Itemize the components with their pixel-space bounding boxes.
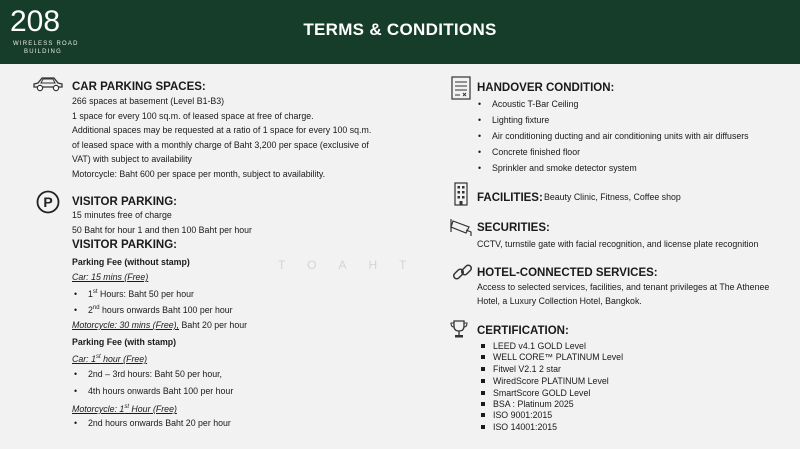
building-icon bbox=[453, 182, 469, 211]
with-stamp-moto-label: Motorcycle: 1st Hour (Free) bbox=[72, 403, 177, 414]
with-stamp-car-label: Car: 1st hour (Free) bbox=[72, 353, 148, 364]
handover-item-3: • Air conditioning ducting and air conditioning units with air diffusers bbox=[478, 131, 749, 141]
certification-item-8: ISO 14001:2015 bbox=[481, 422, 557, 432]
without-stamp-car-label: Car: 15 mins (Free) bbox=[72, 272, 149, 282]
fee-without-stamp-heading: Parking Fee (without stamp) bbox=[72, 257, 190, 267]
with-stamp-car-item-1: • 2nd – 3rd hours: Baht 50 per hour, bbox=[74, 369, 223, 379]
handover-item-5: • Sprinkler and smoke detector system bbox=[478, 163, 637, 173]
certification-item-4: WiredScore PLATINUM Level bbox=[481, 376, 609, 386]
logo-line2: BUILDING bbox=[24, 49, 62, 55]
certification-item-3: Fitwel V2.1 2 star bbox=[481, 364, 561, 374]
securities-title: SECURITIES: bbox=[477, 222, 550, 234]
page-title: TERMS & CONDITIONS bbox=[303, 20, 497, 39]
hotel-title: HOTEL-CONNECTED SERVICES: bbox=[477, 267, 658, 279]
logo-number: 208 bbox=[10, 5, 61, 38]
trophy-icon bbox=[449, 319, 469, 344]
handover-title: HANDOVER CONDITION: bbox=[477, 82, 615, 94]
car-parking-line-1: 266 spaces at basement (Level B1-B3) bbox=[72, 96, 225, 106]
visitor-parking-line-1: 15 minutes free of charge bbox=[72, 210, 172, 220]
document-checklist-icon bbox=[451, 76, 471, 105]
link-chain-icon bbox=[452, 262, 474, 289]
logo-line1: WIRELESS ROAD bbox=[13, 41, 79, 47]
visitor-parking-title: VISITOR PARKING: bbox=[72, 196, 177, 208]
certification-item-1: LEED v4.1 GOLD Level bbox=[481, 341, 586, 351]
car-parking-line-3: Additional spaces may be requested at a ratio of 1 space for every 100 sq.m. bbox=[72, 125, 372, 135]
certification-item-6: BSA : Platinum 2025 bbox=[481, 399, 574, 409]
car-icon bbox=[32, 75, 64, 98]
certification-title: CERTIFICATION: bbox=[477, 325, 569, 337]
handover-item-2: • Lighting fixture bbox=[478, 115, 550, 125]
car-parking-line-4: of leased space with a monthly charge of Baht 3,200 per space (exclusive of bbox=[72, 139, 369, 150]
with-stamp-moto-item-1: • 2nd hours onwards Baht 20 per hour bbox=[74, 418, 231, 428]
without-stamp-car-item-1: • 1st Hours: Baht 50 per hour bbox=[74, 289, 194, 299]
facilities-text: Beauty Clinic, Fitness, Coffee shop bbox=[544, 192, 681, 202]
car-parking-line-6: Motorcycle: Baht 600 per space per month, subject to availability. bbox=[72, 168, 326, 179]
watermark: TOAHT bbox=[278, 258, 429, 272]
handover-item-4: • Concrete finished floor bbox=[478, 147, 581, 157]
certification-item-5: SmartScore GOLD Level bbox=[481, 388, 590, 398]
handover-item-1: • Acoustic T-Bar Ceiling bbox=[478, 99, 579, 109]
header-bar bbox=[0, 0, 800, 64]
facilities-title: FACILITIES: bbox=[477, 192, 543, 204]
car-parking-line-2: 1 space for every 100 sq.m. of leased space at free of charge. bbox=[72, 110, 314, 121]
fee-with-stamp-heading: Parking Fee (with stamp) bbox=[72, 337, 177, 347]
without-stamp-car-item-2: • 2nd hours onwards Baht 100 per hour bbox=[74, 305, 233, 315]
car-parking-title: CAR PARKING SPACES: bbox=[72, 81, 206, 93]
without-stamp-moto: Motorcycle: 30 mins (Free), Baht 20 per hour bbox=[72, 320, 248, 330]
svg-text:P: P bbox=[43, 194, 53, 210]
with-stamp-car-item-2: • 4th hours onwards Baht 100 per hour bbox=[74, 386, 234, 396]
certification-item-7: ISO 9001:2015 bbox=[481, 410, 552, 420]
visitor-parking-line-2: 50 Baht for hour 1 and then 100 Baht per hour bbox=[72, 225, 252, 235]
hotel-line-2: Hotel, a Luxury Collection Hotel, Bangkok. bbox=[477, 296, 642, 306]
security-camera-icon bbox=[449, 218, 475, 243]
car-parking-line-5: VAT) with subject to availability bbox=[72, 154, 192, 164]
hotel-line-1: Access to selected services, facilities, and tenant privileges at The Athenee bbox=[477, 282, 770, 292]
parking-icon bbox=[36, 190, 60, 219]
certification-item-2: WELL CORE™ PLATINUM Level bbox=[481, 352, 623, 362]
securities-text: CCTV, turnstile gate with facial recognition, and license plate recognition bbox=[477, 239, 759, 249]
visitor-parking-title-2: VISITOR PARKING: bbox=[72, 239, 177, 251]
